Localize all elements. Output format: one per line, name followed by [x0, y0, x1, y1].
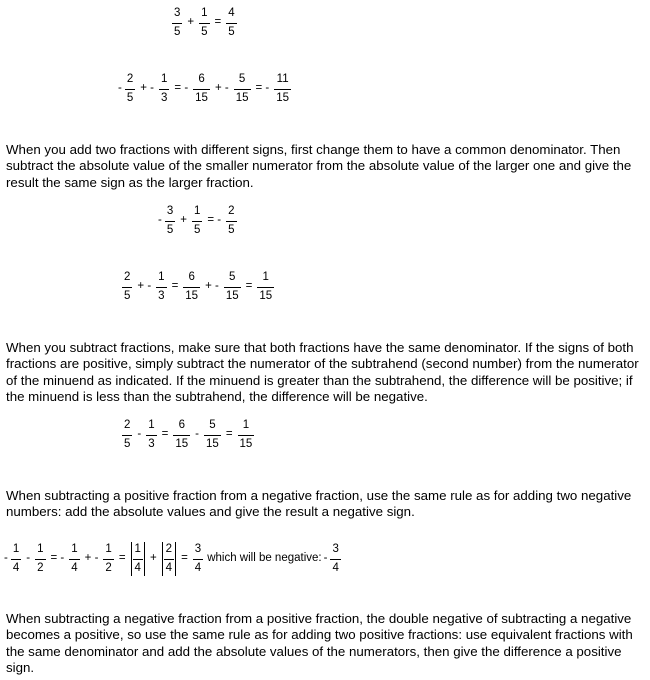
- numerator: 1: [148, 419, 155, 431]
- fraction-bar: [173, 435, 190, 436]
- numerator: 1: [201, 7, 208, 19]
- paragraph-subtract-fractions: When you subtract fractions, make sure that both fractions have the same denominator. If the signs of both fractions are positive, simply subtract the numerator of the subtrahend (second number) from the numerator of the minuend as indicated. If the minuend is greater than the subtrahend, the difference will be positive; if the minuend is less than the subtrahend, the difference will be negative.: [6, 340, 639, 404]
- absolute-value: [162, 542, 176, 576]
- sign: -: [4, 552, 8, 565]
- denominator: 15: [225, 289, 239, 302]
- equation-1: [170, 8, 239, 38]
- fraction: [122, 272, 132, 302]
- numerator: 1: [12, 543, 20, 555]
- fraction: [35, 544, 45, 574]
- denominator: 4: [71, 561, 78, 574]
- numerator: 2: [126, 73, 134, 85]
- fraction-bar: [226, 221, 236, 222]
- equation-5: [120, 420, 256, 450]
- numerator: 3: [174, 7, 181, 19]
- operator: -: [195, 428, 200, 441]
- denominator: 4: [332, 561, 339, 574]
- numerator: 1: [71, 543, 78, 555]
- operator: -: [26, 552, 31, 565]
- denominator: 3: [161, 91, 168, 104]
- denominator: 5: [193, 223, 201, 236]
- numerator: 5: [229, 271, 236, 283]
- fraction: [164, 542, 174, 576]
- fraction-bar: [192, 221, 202, 222]
- denominator: 15: [195, 91, 208, 104]
- numerator: 2: [165, 543, 173, 555]
- fraction-bar: [226, 23, 236, 24]
- fraction-bar: [172, 23, 182, 24]
- denominator: 15: [239, 437, 253, 450]
- numerator: 5: [238, 73, 246, 85]
- fraction-bar: [35, 559, 45, 560]
- fraction-bar: [122, 435, 132, 436]
- equation-2: [118, 74, 293, 104]
- operator: =: [225, 428, 233, 441]
- equation-4: [120, 272, 276, 302]
- fraction: [330, 544, 340, 574]
- fraction-bar: [11, 559, 21, 560]
- fraction-bar: [125, 89, 135, 90]
- fraction-bar: [133, 559, 143, 560]
- fraction-bar: [238, 435, 255, 436]
- paragraph-positive-from-negative: When subtracting a positive fraction from a negative fraction, use the same rule as for adding two negative numbers: add the absolute values and give the result a negative sign.: [6, 488, 632, 520]
- numerator: 6: [178, 419, 185, 431]
- paragraph-negative-from-positive: When subtracting a negative fraction from a positive fraction, the double negative of subtracting a negative becomes a positive, so use the same rule as for adding two positive fractions: use equivalent fractions with the same denominator and add the absolute values of the numerators, then give the difference a positive sign.: [6, 611, 633, 675]
- operator: =: [245, 280, 253, 293]
- fraction-bar: [224, 287, 241, 288]
- operator: +: [180, 214, 187, 227]
- operator: -: [137, 428, 142, 441]
- operator: = -: [255, 82, 270, 95]
- fraction: [257, 272, 274, 302]
- fraction-bar: [330, 559, 340, 560]
- operator: + -: [140, 82, 154, 95]
- fraction: [125, 74, 135, 104]
- denominator: 2: [105, 561, 112, 574]
- fraction: [204, 420, 221, 450]
- fraction: [69, 544, 79, 574]
- fraction: [238, 420, 255, 450]
- fraction-bar: [193, 559, 203, 560]
- fraction-bar: [204, 435, 221, 436]
- numerator: 1: [193, 205, 201, 217]
- fraction: [226, 8, 236, 38]
- operator: + -: [137, 280, 152, 293]
- operator: + -: [214, 82, 229, 95]
- fraction-bar: [199, 23, 209, 24]
- operator: +: [187, 16, 195, 29]
- fraction: [193, 74, 210, 104]
- operator: =: [171, 280, 179, 293]
- numerator: 2: [124, 419, 131, 431]
- fraction: [226, 206, 236, 236]
- operator: = -: [207, 214, 222, 227]
- fraction-bar: [164, 559, 174, 560]
- numerator: 1: [262, 271, 269, 283]
- fraction: [146, 420, 156, 450]
- fraction: [103, 544, 113, 574]
- operator: = -: [174, 82, 189, 95]
- operator: =: [181, 552, 188, 565]
- fraction-bar: [274, 89, 291, 90]
- denominator: 5: [228, 25, 235, 38]
- fraction-bar: [159, 89, 169, 90]
- denominator: 15: [259, 289, 273, 302]
- fraction: [133, 542, 143, 576]
- numerator: 3: [332, 543, 339, 555]
- fraction-bar: [234, 89, 251, 90]
- fraction: [11, 544, 21, 574]
- denominator: 3: [148, 437, 155, 450]
- fraction: [234, 74, 251, 104]
- denominator: 4: [12, 561, 20, 574]
- denominator: 4: [134, 561, 141, 574]
- fraction-bar: [146, 435, 156, 436]
- fraction-bar: [103, 559, 113, 560]
- operator: + -: [84, 552, 99, 565]
- operator: + -: [205, 280, 219, 293]
- operator: =: [214, 16, 222, 29]
- fraction: [192, 206, 202, 236]
- fraction-bar: [122, 287, 132, 288]
- operator: =: [118, 552, 126, 565]
- fraction-bar: [193, 89, 210, 90]
- denominator: 15: [206, 437, 219, 450]
- paragraph-different-signs: When you add two fractions with different signs, first change them to have a common denominator. Then subtract the absolute value of the smaller numerator from the absolute value of the larger one and give the result the same sign as the larger fraction.: [6, 142, 632, 190]
- operator: = -: [50, 552, 65, 565]
- numerator: 2: [124, 271, 131, 283]
- operator: +: [149, 552, 157, 565]
- equation-3: [158, 206, 239, 236]
- numerator: 11: [276, 73, 289, 85]
- denominator: 5: [124, 437, 131, 450]
- sign: -: [323, 552, 328, 565]
- fraction-bar: [257, 287, 274, 288]
- fraction-bar: [156, 287, 166, 288]
- fraction: [165, 206, 175, 236]
- numerator: 5: [209, 419, 216, 431]
- denominator: 2: [37, 561, 44, 574]
- numerator: 1: [161, 73, 168, 85]
- fraction-bar: [69, 559, 79, 560]
- denominator: 5: [166, 223, 174, 236]
- denominator: 4: [194, 561, 202, 574]
- denominator: 15: [175, 437, 189, 450]
- numerator: 6: [188, 271, 195, 283]
- fraction: [199, 8, 209, 38]
- numerator: 2: [228, 205, 235, 217]
- fraction: [156, 272, 166, 302]
- denominator: 5: [126, 91, 134, 104]
- denominator: 15: [185, 289, 199, 302]
- fraction: [183, 272, 200, 302]
- denominator: 15: [276, 91, 290, 104]
- denominator: 4: [165, 561, 173, 574]
- numerator: 1: [105, 543, 112, 555]
- numerator: 1: [134, 543, 141, 555]
- fraction: [159, 74, 169, 104]
- fraction: [172, 8, 182, 38]
- numerator: 4: [228, 7, 235, 19]
- numerator: 1: [37, 543, 44, 555]
- denominator: 5: [124, 289, 131, 302]
- equation-text: which will be negative:: [207, 552, 322, 565]
- fraction: [173, 420, 190, 450]
- numerator: 1: [158, 271, 165, 283]
- fraction: [224, 272, 241, 302]
- denominator: 3: [158, 289, 165, 302]
- numerator: 1: [242, 419, 250, 431]
- absolute-value: [131, 542, 145, 576]
- denominator: 5: [201, 25, 208, 38]
- sign: -: [158, 214, 162, 227]
- equation-6: [4, 542, 343, 576]
- fraction-bar: [183, 287, 200, 288]
- fraction-bar: [165, 221, 175, 222]
- denominator: 5: [174, 25, 181, 38]
- fraction: [122, 420, 132, 450]
- sign: -: [118, 82, 122, 95]
- denominator: 5: [228, 223, 235, 236]
- fraction: [274, 74, 291, 104]
- numerator: 3: [194, 543, 202, 555]
- numerator: 3: [166, 205, 174, 217]
- operator: =: [161, 428, 169, 441]
- numerator: 6: [198, 73, 205, 85]
- denominator: 15: [235, 91, 249, 104]
- fraction: [193, 544, 203, 574]
